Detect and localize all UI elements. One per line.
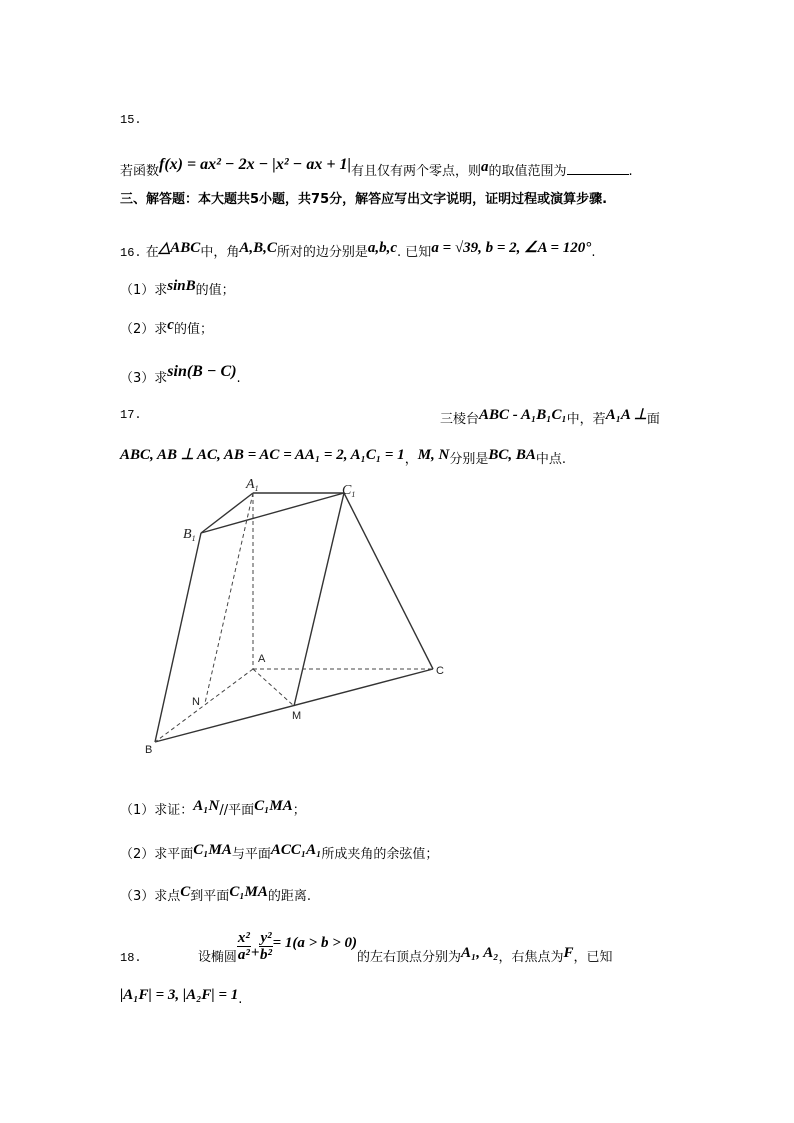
- q16-sides: a,b,c: [367, 240, 398, 256]
- q18-given: |A₁F| = 3, |A₂F| = 1: [120, 987, 239, 1003]
- q16-t3: 所对的边分别是: [276, 245, 368, 260]
- q18-t3: ，右焦点为: [498, 950, 564, 965]
- q18-number: 18.: [120, 951, 142, 965]
- q17-segs: BC, BA: [488, 447, 536, 463]
- q17-number-line: [120, 405, 142, 425]
- q17-solid: ABC - A₁B₁C₁: [479, 407, 567, 423]
- q16-part2-label: （2）求: [120, 322, 168, 337]
- label-A1: $A_1$: [246, 477, 259, 493]
- label-A: A: [258, 653, 266, 665]
- q17-part2-expr1: C₁MA: [193, 842, 232, 858]
- q17-perp: A₁A ⊥: [605, 407, 647, 423]
- q17-intro: [440, 405, 660, 430]
- q18-plus: +: [250, 945, 260, 961]
- q16-part1-tail: 的值；: [195, 283, 235, 298]
- q15-suffix: 的取值范围为: [488, 164, 567, 179]
- frac2-numerator: y²: [260, 930, 272, 946]
- q16-part3-tail: .: [236, 371, 241, 386]
- q17-part3-label: （3）求点: [120, 889, 181, 904]
- q16-part1-expr: sinB: [167, 278, 196, 294]
- edge-A-M: [253, 669, 294, 706]
- q16-given: a = √39, b = 2, ∠A = 120°: [431, 240, 592, 256]
- q17-t4: ，: [404, 452, 418, 467]
- q17-t5: 分别是: [449, 452, 489, 467]
- q17-conditions: [120, 445, 566, 470]
- q18-focus: F: [563, 945, 574, 961]
- q18-vertices: A₁, A₂: [461, 945, 499, 961]
- fraction-x2-a2: [237, 930, 251, 963]
- section3-heading: 三、解答题：本大题共5小题，共75分，解答应写出文字说明，证明过程或演算步骤.: [120, 192, 608, 207]
- fraction-y2-b2: [259, 930, 272, 963]
- q15-text: [120, 155, 633, 182]
- q18-eq: = 1(a > b > 0): [272, 935, 358, 951]
- q18-end: .: [238, 992, 243, 1007]
- q16-t4: . 已知: [397, 245, 432, 260]
- q16-text: [120, 238, 595, 263]
- q15-formula: f(x) = ax² − 2x − |x² − ax + 1|: [159, 156, 351, 173]
- q16-part-1: [120, 276, 235, 301]
- q17-part2-mid: 与平面: [231, 847, 271, 862]
- q18-text: [120, 930, 613, 968]
- q16-part2-expr: c: [167, 317, 174, 333]
- q17-part1-mid: //平面: [219, 803, 255, 818]
- answer-blank: [567, 162, 629, 175]
- q17-part1-tail: ；: [292, 803, 306, 818]
- edge-B1-C1: [201, 493, 344, 533]
- q17-part-2: [120, 840, 438, 865]
- q15-middle: 有且仅有两个零点，则: [350, 164, 481, 179]
- q15-end: .: [628, 164, 633, 179]
- q16-t1: 在: [145, 245, 159, 260]
- q16-t2: 中，角: [200, 245, 240, 260]
- q16-part1-label: （1）求: [120, 283, 168, 298]
- q16-part3-label: （3）求: [120, 371, 168, 386]
- q17-part1-expr1: A₁N: [193, 798, 220, 814]
- label-B: B: [145, 744, 153, 756]
- edge-A1-B1: [201, 493, 253, 533]
- q17-part3-tail: 的距离.: [267, 889, 312, 904]
- q16-triangle: △ABC: [158, 240, 201, 256]
- q17-part3-expr2: C₁MA: [229, 884, 268, 900]
- frustum-diagram: [140, 470, 460, 760]
- q16-angles: A,B,C: [239, 240, 277, 256]
- frac1-numerator: x²: [237, 930, 250, 946]
- q16-part3-expr: sin(B − C): [167, 363, 237, 380]
- q17-part2-label: （2）求平面: [120, 847, 194, 862]
- q17-mn: M, N: [417, 447, 450, 463]
- q15-number-line: [120, 110, 142, 130]
- edge-A-B: [155, 669, 253, 742]
- q15-prefix: 若函数: [120, 164, 160, 179]
- q16-part-3: [120, 362, 241, 389]
- q16-part2-tail: 的值；: [173, 322, 213, 337]
- q17-part-1: [120, 796, 306, 821]
- q16-number: 16.: [120, 246, 142, 260]
- frac1-denominator: a²: [237, 947, 250, 963]
- q17-part3-expr1: C: [180, 884, 191, 900]
- edge-C1-C: [344, 493, 433, 669]
- label-N: N: [192, 696, 200, 708]
- label-M: M: [292, 710, 302, 722]
- q17-part2-tail: 所成夹角的余弦值；: [321, 847, 439, 862]
- q17-t6: 中点.: [535, 452, 567, 467]
- q17-part1-expr2: C₁MA: [254, 798, 293, 814]
- q18-t1: 设椭圆: [197, 950, 237, 965]
- q17-t1: 三棱台: [440, 412, 480, 427]
- q15-var: a: [480, 159, 489, 175]
- q17-number: 17.: [120, 408, 142, 422]
- q17-part1-label: （1）求证：: [120, 803, 194, 818]
- edge-C1-M: [294, 493, 344, 706]
- label-B1: $B_1$: [183, 527, 196, 543]
- edge-B1-B: [155, 533, 201, 742]
- label-C: C: [436, 665, 444, 677]
- label-C1: $C_1$: [342, 483, 356, 499]
- q18-t4: ，已知: [573, 950, 613, 965]
- frac2-denominator: b²: [260, 947, 273, 963]
- q17-part3-mid: 到平面: [190, 889, 230, 904]
- q17-part2-expr2: ACC₁A₁: [270, 842, 322, 858]
- q17-t2: 中，若: [566, 412, 606, 427]
- q16-end: .: [591, 245, 596, 260]
- section-heading: [120, 190, 607, 210]
- q17-t3: 面: [646, 412, 660, 427]
- q18-t2: 的左右顶点分别为: [357, 950, 462, 965]
- q15-number: 15.: [120, 113, 142, 127]
- q18-given-line: [120, 985, 242, 1010]
- q17-cond: ABC, AB ⊥ AC, AB = AC = AA₁ = 2, A₁C₁ = 1: [120, 447, 405, 463]
- q17-part-3: [120, 882, 311, 907]
- q16-part-2: [120, 315, 213, 340]
